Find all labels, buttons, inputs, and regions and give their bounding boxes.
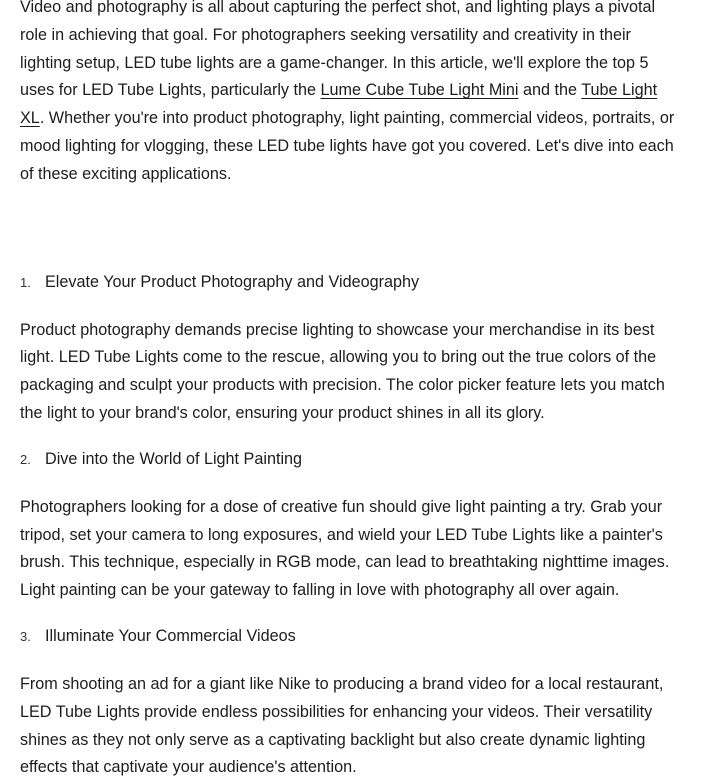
list-number: 1. (20, 274, 31, 290)
section-heading-text: Elevate Your Product Photography and Videography (45, 272, 420, 291)
section-heading-text: Dive into the World of Light Painting (45, 449, 303, 468)
section-heading-text: Illuminate Your Commercial Videos (45, 626, 296, 645)
lume-cube-tube-light-mini-link[interactable]: Lume Cube Tube Light Mini (320, 81, 519, 100)
intro-text-3: . Whether you're into product photography, light painting, commercial videos, portraits, or mood lighting for vlogging, these LED tube lights have got you covered. Let's dive into each of these exciting applications. (20, 109, 675, 183)
list-number: 3. (20, 628, 31, 644)
section-body-light-painting: Photographers looking for a dose of creative fun should give light painting a try. Grab your tripod, set your camera to long exposures, and wield your LED Tube Lights like a painter's brush. This technique, especially in RGB mode, can lead to breathtaking nighttime images. Light painting can be your gateway to falling in love with photography all over again. (20, 497, 670, 600)
section-heading-commercial-videos (20, 625, 685, 648)
section-body-product-photography: Product photography demands precise lighting to showcase your merchandise in its best light. LED Tube Lights come to the rescue, allowing you to bring out the true colors of the packaging and sculpt your products with precision. The color picker feature lets you match the light to your brand's color, ensuring your product shines in all its glory. (20, 320, 665, 422)
section-spacer (20, 189, 685, 271)
intro-text-2: and the (518, 81, 582, 100)
section-heading-light-painting (20, 448, 685, 471)
intro-paragraph (20, 0, 685, 189)
intro-text-1: Video and photography is all about capturing the perfect shot, and lighting plays a pivotal role in achieving that goal. For photographers seeking versatility and creativity in their lighting setup, LED tube lights are a game-changer. In this article, we'll explore the top 5 uses for LED Tube Lights, particularly the (20, 0, 656, 100)
article-body (20, 0, 685, 782)
section-body-commercial-videos: From shooting an ad for a giant like Nike to producing a brand video for a local restaurant, LED Tube Lights provide endless possibilities for enhancing your videos. Their versatility shines as they not only serve as a captivating backlight but also create dynamic lighting effects that captivate your audience's attention. (20, 674, 664, 777)
list-number: 2. (20, 451, 31, 467)
tube-light-xl-link[interactable]: Tube Light XL (20, 81, 658, 128)
section-heading-product-photography (20, 271, 685, 294)
